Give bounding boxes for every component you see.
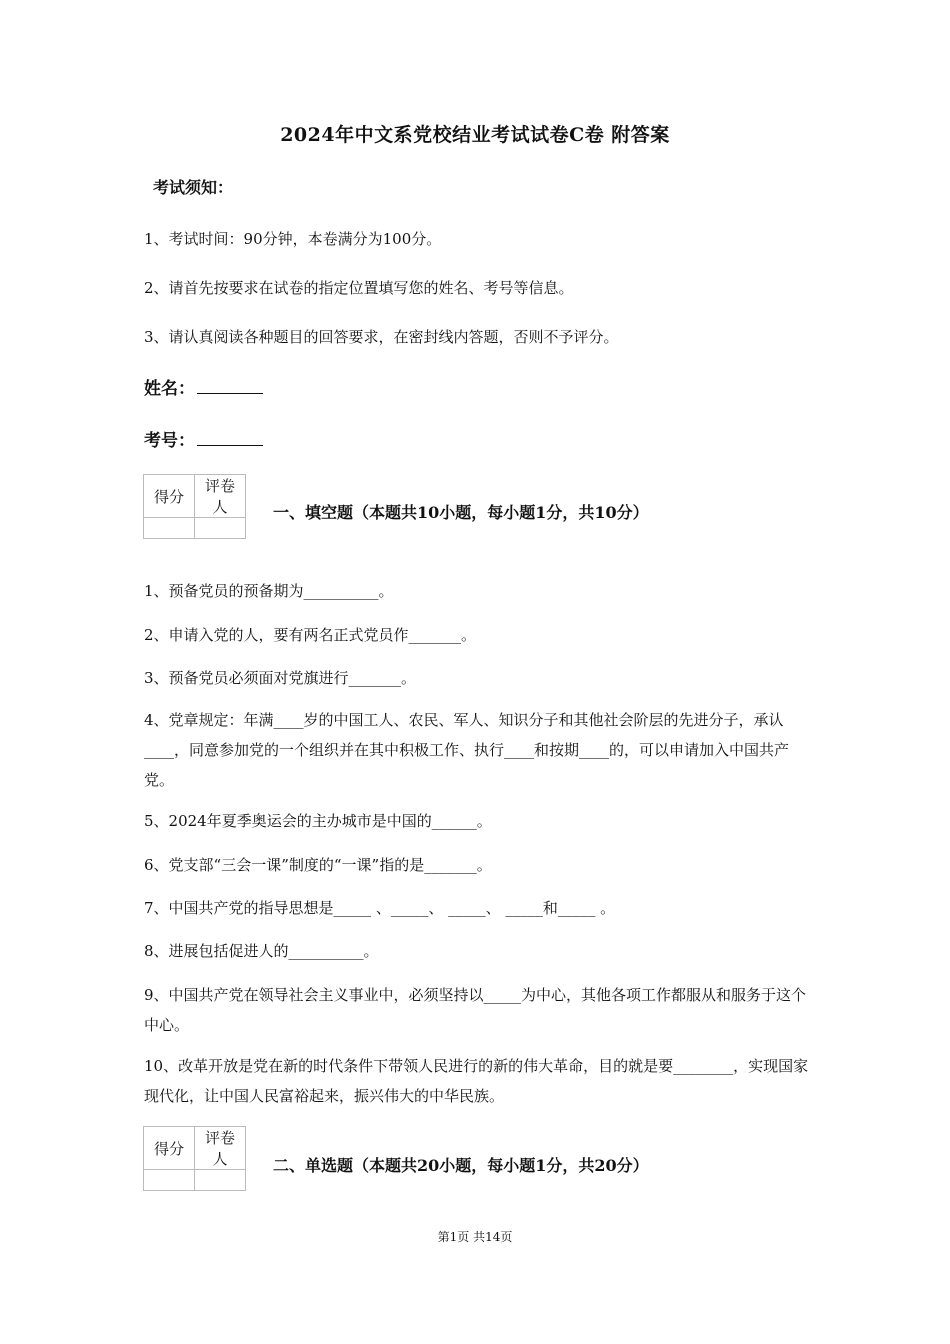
score-box xyxy=(143,474,246,539)
score-cell[interactable] xyxy=(144,518,195,539)
notice-item: 2、请首先按要求在试卷的指定位置填写您的姓名、考号等信息。 xyxy=(144,279,574,297)
grader-header: 评卷人 xyxy=(195,475,246,518)
question: 2、申请入党的人，要有两名正式党员作_______。 xyxy=(144,626,477,644)
id-blank[interactable] xyxy=(197,431,263,446)
name-blank[interactable] xyxy=(197,379,263,394)
notice-heading: 考试须知： xyxy=(153,178,234,197)
notice-item: 3、请认真阅读各种题目的回答要求，在密封线内答题，否则不予评分。 xyxy=(144,328,619,346)
section-heading: 一、填空题（本题共10小题，每小题1分，共10分） xyxy=(273,503,649,522)
question: 3、预备党员必须面对党旗进行_______。 xyxy=(144,669,417,687)
score-box xyxy=(143,1126,246,1191)
question: 1、预备党员的预备期为__________。 xyxy=(144,582,394,600)
section-heading: 二、单选题（本题共20小题，每小题1分，共20分） xyxy=(273,1156,649,1175)
question: 4、党章规定：年满____岁的中国工人、农民、军人、知识分子和其他社会阶层的先进分子，承认____，同意参加党的一个组织并在其中积极工作、执行____和按期____的，可以申请加入中国共产党。 xyxy=(144,711,790,789)
score-cell[interactable] xyxy=(144,1170,195,1191)
grader-header: 评卷人 xyxy=(195,1127,246,1170)
id-field xyxy=(144,426,263,451)
question: 10、改革开放是党在新的时代条件下带领人民进行的新的伟大革命，目的就是要________，实现国家现代化，让中国人民富裕起来，振兴伟大的中华民族。 xyxy=(144,1057,809,1105)
id-label: 考号： xyxy=(144,431,195,451)
grader-cell[interactable] xyxy=(195,1170,246,1191)
grader-cell[interactable] xyxy=(195,518,246,539)
question: 9、中国共产党在领导社会主义事业中，必须坚持以_____为中心，其他各项工作都服从和服务于这个中心。 xyxy=(144,986,807,1034)
question: 7、中国共产党的指导思想是_____ 、_____、 _____、 _____和_____ 。 xyxy=(144,899,616,917)
score-header: 得分 xyxy=(144,1127,195,1170)
score-header: 得分 xyxy=(144,475,195,518)
notice-item: 1、考试时间：90分钟，本卷满分为100分。 xyxy=(144,230,442,248)
question: 6、党支部“三会一课”制度的“一课”指的是_______。 xyxy=(144,856,492,874)
question: 5、2024年夏季奥运会的主办城市是中国的______。 xyxy=(144,812,492,830)
name-label: 姓名： xyxy=(144,379,195,399)
name-field xyxy=(144,374,263,399)
page-footer: 第1页 共14页 xyxy=(437,1230,513,1244)
page-title: 2024年中文系党校结业考试试卷C卷 附答案 xyxy=(280,124,670,146)
question: 8、进展包括促进人的__________。 xyxy=(144,942,379,960)
